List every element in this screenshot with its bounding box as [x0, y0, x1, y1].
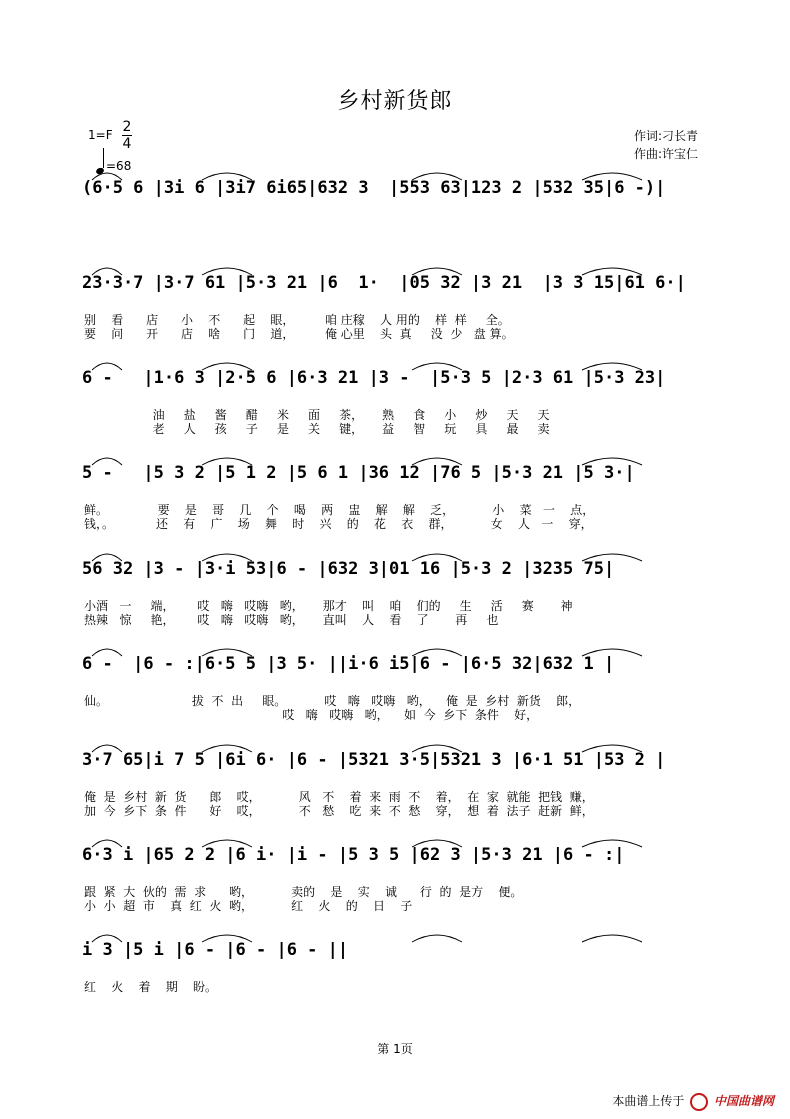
lyric-line-1: 俺 是 乡村 新 货 郎 哎， 风 不 着 来 雨 不 着， 在 家 就能 把钱 赚，	[84, 790, 594, 804]
upload-label: 本曲谱上传于	[612, 1094, 685, 1108]
time-signature	[122, 119, 132, 152]
slur-arc	[412, 840, 462, 847]
slur-marks	[82, 354, 732, 374]
slur-arc	[412, 649, 462, 656]
slur-arc	[202, 745, 252, 752]
slur-arc	[582, 268, 642, 275]
slur-marks	[82, 545, 732, 565]
lyric-line-2: 热辣 惊 艳， 哎 嗨 哎嗨 哟， 直叫 人 看 了 再 也	[84, 613, 499, 627]
slur-arc	[582, 554, 642, 561]
upload-credit	[612, 1092, 774, 1111]
slur-arc	[582, 935, 642, 942]
lyric-line-2: 要 问 开 店 啥 门 道， 俺 心里 头 真 没 少 盘 算。	[84, 327, 514, 341]
notation-row: 6 - |1·6 3 |2·5 6 |6·3 21 |3 - |5·3 5 |2·3 61 |5·3 23|	[82, 368, 666, 388]
slur-arc	[92, 173, 122, 180]
song-title: 乡村新货郎	[337, 89, 453, 114]
slur-arc	[412, 268, 462, 275]
slur-arc	[202, 173, 252, 180]
credits	[634, 127, 698, 163]
lyric-line-1: 油 盐 酱 醋 米 面 茶， 熟 食 小 炒 天 天	[84, 408, 550, 422]
slur-arc	[412, 554, 462, 561]
slur-arc	[582, 173, 642, 180]
lyric-line-2: 小 小 超 市 真 红 火 哟， 红 火 的 日 子	[84, 899, 413, 913]
slur-marks	[82, 164, 732, 184]
notation-row: 23·3·7 |3·7 61 |5·3 21 |6 1· |05 32 |3 21 |3 3 15|61 6·|	[82, 273, 686, 293]
slur-arc	[202, 268, 252, 275]
notation-row: 5 - |5 3 2 |5 1 2 |5 6 1 |36 12 |76 5 |5·3 21 |5 3·|	[82, 463, 635, 483]
slur-arc	[92, 554, 122, 561]
slur-arc	[92, 363, 122, 370]
slur-arc	[92, 840, 122, 847]
composer: 作曲:许宝仁	[633, 147, 698, 161]
slur-arc	[582, 840, 642, 847]
slur-arc	[412, 745, 462, 752]
notation-row: (6·5 6 |3i 6 |3i7 6i65|632 3 |553 63|123 2 |532 35|6 -)|	[82, 178, 666, 198]
slur-arc	[412, 363, 462, 370]
slur-arc	[92, 745, 122, 752]
lyric-line-1: 小酒 一 端， 哎 嗨 哎嗨 哟， 那才 叫 咱 们的 生 活 赛 神	[84, 599, 573, 613]
slur-arc	[92, 268, 122, 275]
notation-row: 6 - |6 - :|6·5 5 |3 5· ||i·6 i5|6 - |6·5 32|632 1 |	[82, 654, 615, 674]
slur-arc	[582, 458, 642, 465]
slur-arc	[582, 745, 642, 752]
tempo-value: =68	[106, 159, 132, 173]
site-logo-icon	[690, 1093, 708, 1111]
slur-arc	[202, 458, 252, 465]
slur-arc	[582, 363, 642, 370]
slur-marks	[82, 449, 732, 469]
notation-row: 56 32 |3 - |3·i 53|6 - |632 3|01 16 |5·3 2 |3235 75|	[82, 559, 615, 579]
site-brand: 中国曲谱网	[713, 1094, 774, 1108]
slur-arc	[582, 649, 642, 656]
notation-row: i 3 |5 i |6 - |6 - |6 - ||	[82, 940, 349, 960]
lyric-line-2: 哎 嗨 哎嗨 哟， 如 今 乡下 条件 好，	[84, 708, 539, 722]
lyric-line-1: 红 火 着 期 盼。	[84, 980, 218, 994]
lyric-line-1: 别 看 店 小 不 起 眼， 咱 庄稼 人 用的 样 样 全。	[84, 313, 510, 327]
slur-marks	[82, 259, 732, 279]
slur-marks	[82, 926, 732, 946]
meter-bottom: 4	[122, 136, 132, 152]
lyric-line-1: 仙。 拔 不 出 眼。 哎 嗨 哎嗨 哟， 俺 是 乡村 新货 郎，	[84, 694, 581, 708]
notation-row: 3·7 65|i 7 5 |6i 6· |6 - |5321 3·5|5321 3 |6·1 51 |53 2 |	[82, 750, 666, 770]
slur-arc	[412, 173, 462, 180]
slur-arc	[202, 554, 252, 561]
slur-arc	[202, 935, 252, 942]
page-number: 第 1页	[377, 1042, 413, 1056]
lyricist: 作词:刁长青	[633, 129, 698, 143]
slur-arc	[92, 458, 122, 465]
lyric-line-2: 加 今 乡下 条 件 好 哎， 不 愁 吃 来 不 愁 穿， 想 着 法子 赶新 鲜，	[84, 804, 594, 818]
slur-arc	[92, 649, 122, 656]
slur-marks	[82, 831, 732, 851]
slur-arc	[412, 458, 462, 465]
lyric-line-1: 跟 紧 大 伙的 需 求 哟， 卖的 是 实 诚 行 的 是方 便。	[84, 885, 523, 899]
slur-arc	[202, 649, 252, 656]
slur-arc	[202, 840, 252, 847]
slur-marks	[82, 640, 732, 660]
slur-marks	[82, 736, 732, 756]
slur-arc	[202, 363, 252, 370]
slur-arc	[92, 935, 122, 942]
key-signature: 1=F	[88, 128, 113, 142]
lyric-line-2: 钱，。 还 有 广 场 舞 时 兴 的 花 衣 群， 女 人 一 穿，	[84, 517, 593, 531]
slur-arc	[412, 935, 462, 942]
lyric-line-2: 老 人 孩 子 是 关 键， 益 智 玩 具 最 卖	[84, 422, 550, 436]
notation-row: 6·3 i |65 2 2 |6 i· |i - |5 3 5 |62 3 |5·3 21 |6 - :|	[82, 845, 625, 865]
lyric-line-1: 鲜。 要 是 哥 几 个 喝 两 盅 解 解 乏， 小 菜 一 点，	[84, 503, 595, 517]
meter-top: 2	[122, 119, 132, 135]
